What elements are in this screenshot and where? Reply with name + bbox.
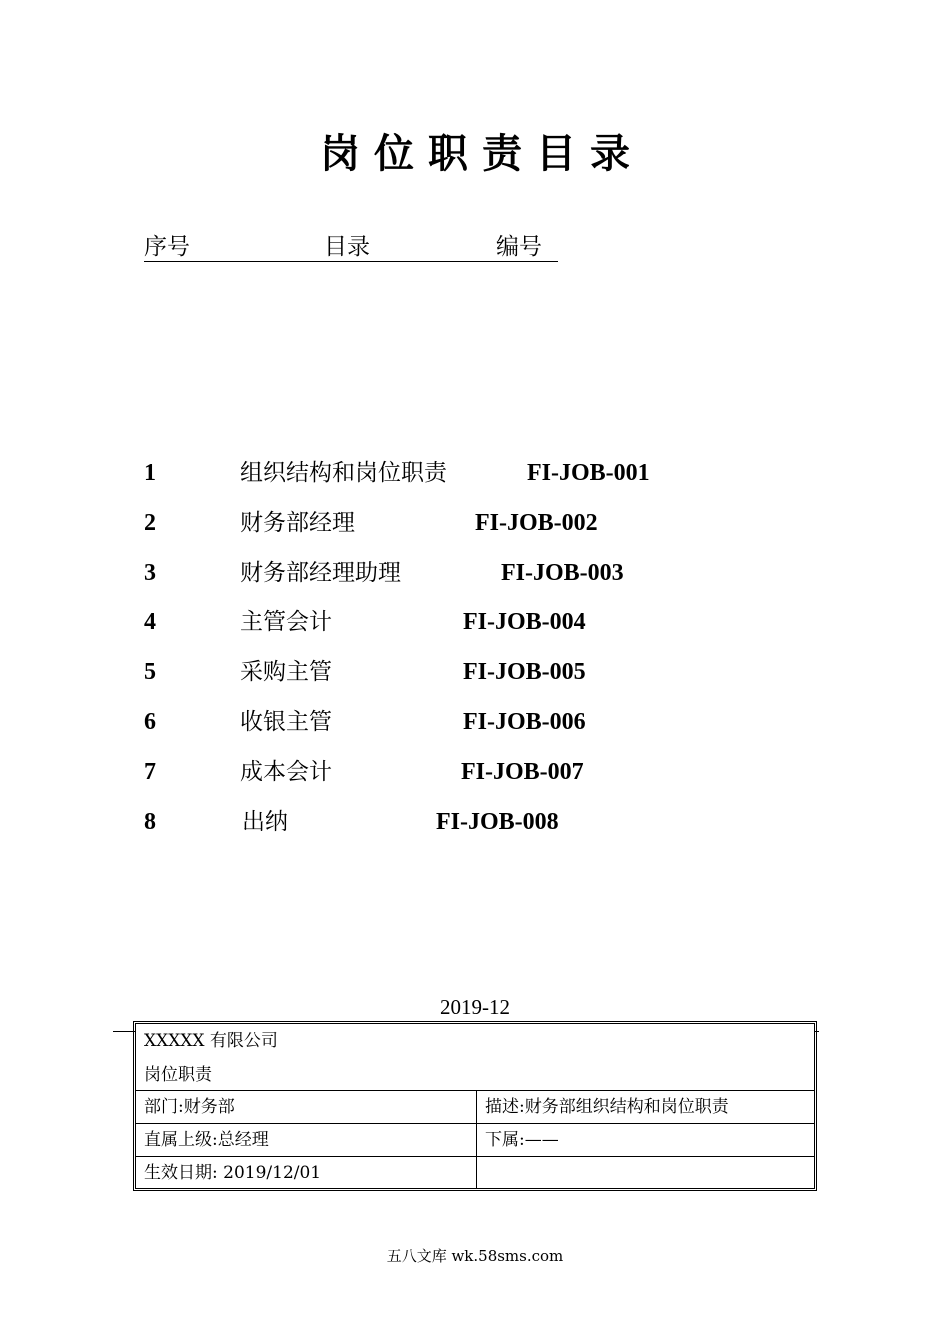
entry-code: FI-JOB-004: [463, 609, 586, 635]
column-header-seq: 序号: [144, 234, 190, 260]
list-item: [0, 756, 950, 788]
entry-number: 1: [144, 460, 156, 486]
table-row: [136, 1157, 814, 1189]
column-header-code: 编号: [496, 234, 542, 260]
page-title: 岗位职责目录: [320, 131, 644, 177]
entry-code: FI-JOB-003: [501, 560, 624, 586]
entry-name: 收银主管: [240, 709, 332, 735]
list-item: [0, 557, 950, 589]
superior-cell: 直属上级:总经理: [136, 1124, 477, 1156]
entry-name: 财务部经理: [240, 510, 355, 536]
document-date: 2019-12: [440, 995, 510, 1019]
entry-number: 6: [144, 709, 156, 735]
info-table-header: [136, 1024, 814, 1091]
effective-date-cell: 生效日期: 2019/12/01: [136, 1157, 477, 1189]
entry-code: FI-JOB-005: [463, 659, 586, 685]
entry-name: 财务部经理助理: [240, 560, 401, 586]
info-table: [133, 1021, 817, 1191]
list-item: [0, 507, 950, 539]
entry-code: FI-JOB-008: [436, 809, 559, 835]
entry-code: FI-JOB-002: [475, 510, 598, 536]
company-name: XXXXX 有限公司: [144, 1031, 278, 1051]
entry-name: 采购主管: [240, 659, 332, 685]
entry-code: FI-JOB-001: [527, 460, 650, 486]
entry-number: 3: [144, 560, 156, 586]
list-item: [0, 606, 950, 638]
entry-number: 7: [144, 759, 156, 785]
description-cell: 描述:财务部组织结构和岗位职责: [485, 1097, 729, 1117]
list-item: [0, 457, 950, 489]
info-table-subtitle: 岗位职责: [144, 1065, 212, 1085]
entry-number: 2: [144, 510, 156, 536]
divider: [113, 1031, 135, 1032]
list-item: [0, 806, 950, 838]
column-header-row: [144, 233, 558, 262]
list-item: [0, 706, 950, 738]
subordinate-cell: 下属:——: [485, 1130, 559, 1150]
entry-number: 4: [144, 609, 156, 635]
column-header-catalog: 目录: [324, 234, 370, 260]
empty-cell: [477, 1157, 485, 1189]
entry-name: 组织结构和岗位职责: [240, 460, 447, 486]
department-cell: 部门:财务部: [136, 1091, 477, 1123]
entry-number: 8: [144, 809, 156, 835]
table-row: [136, 1091, 814, 1124]
list-item: [0, 656, 950, 688]
entry-name: 出纳: [242, 809, 288, 835]
entry-number: 5: [144, 659, 156, 685]
footer-watermark: 五八文库 wk.58sms.com: [386, 1247, 564, 1265]
entry-name: 主管会计: [240, 609, 332, 635]
entry-code: FI-JOB-007: [461, 759, 584, 785]
entry-code: FI-JOB-006: [463, 709, 586, 735]
entry-name: 成本会计: [240, 759, 332, 785]
table-row: [136, 1124, 814, 1157]
